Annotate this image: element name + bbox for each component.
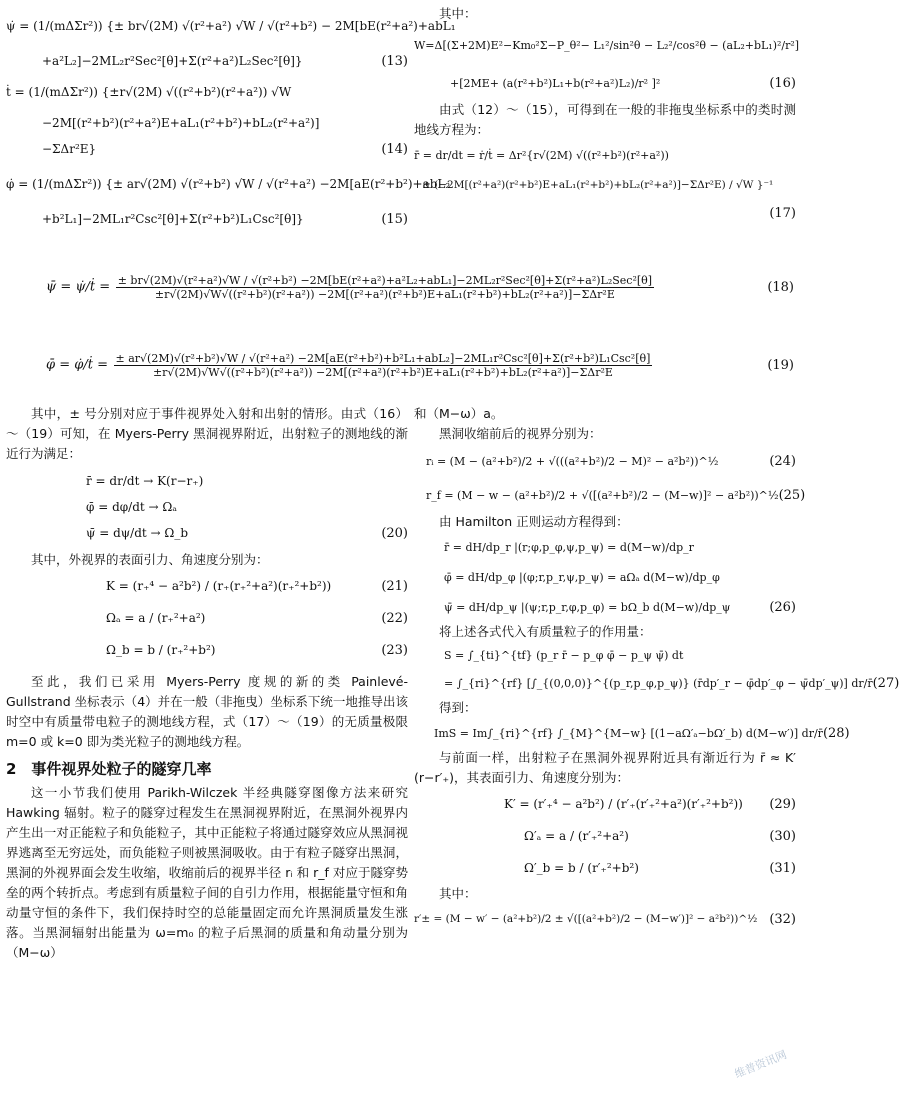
equation-14-line1: ṫ = (1/(mΔΣr²)) {±r√(2M) √((r²+b²)(r²+a²)) √W bbox=[6, 85, 292, 99]
equation-30: Ω′ₐ = a / (r′₊²+a²) (30) bbox=[524, 828, 796, 844]
equation-13-line1: ψ̇ = (1/(mΔΣr²)) {± br√(2M) √(r²+a²) √W / √(r²+b²) − 2M[bE(r²+a²)+abL₁ bbox=[6, 19, 456, 33]
equation-25: r_f = (M − w − (a²+b²)/2 + √([(a²+b²)/2 − (M−w)]² − a²b²))^½ (25) bbox=[426, 487, 806, 503]
equation-27a: S = ∫_{ti}^{tf} (p_r r̄ − p_φ φ̄ − p_ψ ψ̄) dt bbox=[444, 648, 684, 662]
paragraph-conclusion: 至此，我们已采用 Myers-Perry 度规的新的类 Painlevé-Gullstrand 坐标表示（4）并在一般（非拖曳）坐标系下统一地推导出该时空中有质量带电粒子的测地线方程，式（17）～（19）的无质量极限 m=0 或 k=0 即为类光粒子的测地线方程。 bbox=[6, 674, 408, 749]
equation-13-line2: +a²L₂]−2ML₂r²Sec²[θ]+Σ(r²+a²)L₂Sec²[θ]} (13) bbox=[42, 53, 408, 69]
equation-15-line2: +b²L₁]−2ML₁r²Csc²[θ]+Σ(r²+b²)L₁Csc²[θ]} (15) bbox=[42, 211, 408, 227]
left-column-bottom bbox=[6, 404, 408, 963]
equation-18-numerator: ± br√(2M)√(r²+a²)√W / √(r²+b²) −2M[bE(r²+a²)+a²L₂+abL₁]−2ML₂r²Sec²[θ]+Σ(r²+a²)L₂Sec²[θ] bbox=[117, 273, 653, 287]
equation-17-line1: r̄ = dr/dt = ṙ/ṫ = Δr²{r√(2M) √((r²+b²)(r²+a²)) bbox=[414, 148, 669, 162]
equation-number-29: (29) bbox=[769, 796, 796, 812]
left-column-top bbox=[6, 4, 456, 232]
equation-16-line2: +[2ME+ (a(r²+b²)L₁+b(r²+a²)L₂)/r² ]² (16) bbox=[450, 75, 796, 91]
equation-18-denominator: ±r√(2M)√W√((r²+b²)(r²+a²)) −2M[(r²+a²)(r²+b²)E+aL₁(r²+b²)+bL₂(r²+a²)]−ΣΔr²E bbox=[154, 287, 615, 301]
equation-number-20: (20) bbox=[381, 525, 408, 541]
equation-18-fraction bbox=[116, 274, 654, 301]
paragraph-angular-momentum: 和（M−ω）a。 bbox=[414, 406, 504, 421]
equation-28: ImS = Im∫_{ri}^{rf} ∫_{M}^{M−w} [(1−aΩ′ₐ−bΩ′_b) d(M−w′)] dr/r̄ (28) bbox=[434, 725, 850, 741]
equation-number-31: (31) bbox=[769, 860, 796, 876]
paragraph-action: 将上述各式代入有质量粒子的作用量： bbox=[439, 624, 652, 639]
equation-19-denominator: ±r√(2M)√W√((r²+b²)(r²+a²)) −2M[(r²+a²)(r²+b²)E+aL₁(r²+b²)+bL₂(r²+a²)]−ΣΔr²E bbox=[152, 365, 613, 379]
equation-22: Ωₐ = a / (r₊²+a²) (22) bbox=[106, 610, 408, 626]
watermark: 维普资讯网 bbox=[732, 1048, 789, 1081]
equation-16-line1: W=Δ[(Σ+2M)E²−Km₀²Σ−P_θ²− L₁²/sin²θ − L₂²/cos²θ − (aL₂+bL₁)²/r²] bbox=[414, 38, 800, 52]
equation-27-block bbox=[414, 642, 899, 698]
equation-15-line1: φ̇ = (1/(mΔΣr²)) {± ar√(2M) √(r²+b²) √W / √(r²+a²) −2M[aE(r²+b²)+abL₂ bbox=[6, 177, 451, 191]
equation-19-lhs: φ̄ = φ̇/ṫ = bbox=[46, 357, 108, 372]
equation-14-line3: −ΣΔr²E} (14) bbox=[42, 141, 408, 157]
equation-number-14: (14) bbox=[381, 141, 408, 157]
paragraph-qizhong: 其中： bbox=[439, 6, 477, 21]
equation-23: Ω_b = b / (r₊²+b²) (23) bbox=[106, 642, 408, 658]
paragraph-where: 其中： bbox=[439, 886, 477, 901]
equation-19-numerator: ± ar√(2M)√(r²+b²)√W / √(r²+a²) −2M[aE(r²+b²)+b²L₁+abL₂]−2ML₁r²Csc²[θ]+Σ(r²+b²)L₁Csc²[θ] bbox=[115, 351, 651, 365]
right-column-bottom bbox=[414, 404, 899, 934]
equation-26-block bbox=[414, 532, 796, 622]
equation-19 bbox=[6, 336, 794, 394]
paragraph-horizons: 黑洞收缩前后的视界分别为： bbox=[439, 426, 602, 441]
equation-24: rᵢ = (M − (a²+b²)/2 + √(((a²+b²)/2 − M)² − a²b²))^½ (24) bbox=[426, 453, 796, 469]
equation-17-line2: ± (−2M[(r²+a²)(r²+b²)E+aL₁(r²+b²)+bL₂(r²+a²)]−ΣΔr²E) / √W }⁻¹ bbox=[422, 179, 774, 191]
equation-number-18: (18) bbox=[767, 279, 794, 295]
paragraph-geodesic-intro: 由式（12）～（15），可得到在一般的非拖曳坐标系中的类时测地线方程为： bbox=[414, 102, 796, 137]
equation-number-16: (16) bbox=[769, 75, 796, 91]
paragraph-obtain: 得到： bbox=[439, 700, 477, 715]
equation-27b: = ∫_{ri}^{rf} [∫_{(0,0,0)}^{(p_r,p_φ,p_ψ)} (r̄dp′_r − φ̄dp′_φ − ψ̄dp′_ψ)] dr/r̄ (27) bbox=[444, 675, 899, 691]
equation-number-19: (19) bbox=[767, 357, 794, 373]
paragraph-surface-gravity: 其中，外视界的表面引力、角速度分别为： bbox=[31, 552, 269, 567]
equation-21: K = (r₊⁴ − a²b²) / (r₊(r₊²+a²)(r₊²+b²)) (21) bbox=[106, 578, 408, 594]
equation-26b: φ̄ = dH/dp_φ |(φ;r,p_r,ψ,p_ψ) = aΩₐ d(M−w)/dp_φ bbox=[444, 570, 720, 584]
equation-number-27: (27) bbox=[872, 675, 899, 691]
equation-number-26: (26) bbox=[769, 599, 796, 615]
paragraph-tunneling: 这一小节我们使用 Parikh-Wilczek 半经典隧穿图像方法来研究 Hawking 辐射。粒子的隧穿过程发生在黑洞视界附近，在黑洞外视界内产生出一对正能粒子和负能粒子，其中正能粒子将通过隧穿效应从黑洞视界逃离至无穷远处，而负能粒子则被黑洞吸收。由于有粒子隧穿出黑洞，黑洞的外视界面会发生收缩，收缩前后的视界半径 rᵢ 和 r_f 对应于隧穿势垒的两个转折点。考虑到有质量粒子间的自引力作用，根据能量守恒和角动量守恒的条件下，我们保持时空的总能量固定而允许黑洞质量发生涨落。当黑洞辐射出能量为 ω=m₀ 的粒子后黑洞的质量和角动量分别为（M−ω） bbox=[6, 785, 408, 960]
paragraph-asymptotic-prime: 与前面一样，出射粒子在黑洞外视界附近具有渐近行为 r̄ ≈ K′(r−r′₊)，其表面引力、角速度分别为： bbox=[414, 750, 796, 785]
equation-14-line2: −2M[(r²+b²)(r²+a²)E+aL₁(r²+b²)+bL₂(r²+a²)] bbox=[42, 116, 320, 130]
equation-number-13: (13) bbox=[381, 53, 408, 69]
equation-20a: r̄ = dr/dt → K(r−r₊) bbox=[86, 474, 204, 488]
equation-32: r′± = (M − w′ − (a²+b²)/2 ± √([(a²+b²)/2 − (M−w′)]² − a²b²))^½ (32) bbox=[414, 911, 796, 927]
equation-20c: ψ̄ = dψ/dt → Ω_b (20) bbox=[86, 525, 408, 541]
equation-number-24: (24) bbox=[769, 453, 796, 469]
equation-26c: ψ̄ = dH/dp_ψ |(ψ;r,p_r,φ,p_φ) = bΩ_b d(M−w)/dp_ψ (26) bbox=[444, 599, 796, 615]
equation-number-30: (30) bbox=[769, 828, 796, 844]
equation-number-15: (15) bbox=[381, 211, 408, 227]
equation-number-23: (23) bbox=[381, 642, 408, 658]
equation-number-21: (21) bbox=[381, 578, 408, 594]
equation-number-28: (28) bbox=[822, 725, 850, 741]
equation-19-fraction bbox=[114, 352, 653, 379]
equation-18-lhs: ψ̄ = ψ̇/ṫ = bbox=[46, 279, 111, 294]
equation-20-block bbox=[6, 468, 408, 546]
paragraph-asymptotic: 其中，± 号分别对应于事件视界处入射和出射的情形。由式（16）～（19）可知，在 Myers-Perry 黑洞视界附近，出射粒子的测地线的渐近行为满足： bbox=[6, 406, 408, 461]
section-title: 2 事件视界处粒子的隧穿几率 bbox=[6, 760, 212, 778]
equation-31: Ω′_b = b / (r′₊²+b²) (31) bbox=[524, 860, 796, 876]
equation-number-25: (25) bbox=[778, 487, 806, 503]
equation-number-17: (17) bbox=[769, 205, 796, 221]
equation-29: K′ = (r′₊⁴ − a²b²) / (r′₊(r′₊²+a²)(r′₊²+b²)) (29) bbox=[504, 796, 796, 812]
equation-18 bbox=[6, 258, 794, 316]
equation-17-number-row bbox=[414, 200, 796, 226]
equation-26a: r̄ = dH/dp_r |(r;φ,p_φ,ψ,p_ψ) = d(M−w)/dp_r bbox=[444, 540, 694, 554]
equation-number-32: (32) bbox=[769, 911, 796, 927]
paragraph-hamilton: 由 Hamilton 正则运动方程得到： bbox=[439, 514, 629, 529]
right-column-top bbox=[414, 4, 800, 226]
equation-20b: φ̄ = dφ/dt → Ωₐ bbox=[86, 500, 177, 514]
equation-number-22: (22) bbox=[381, 610, 408, 626]
